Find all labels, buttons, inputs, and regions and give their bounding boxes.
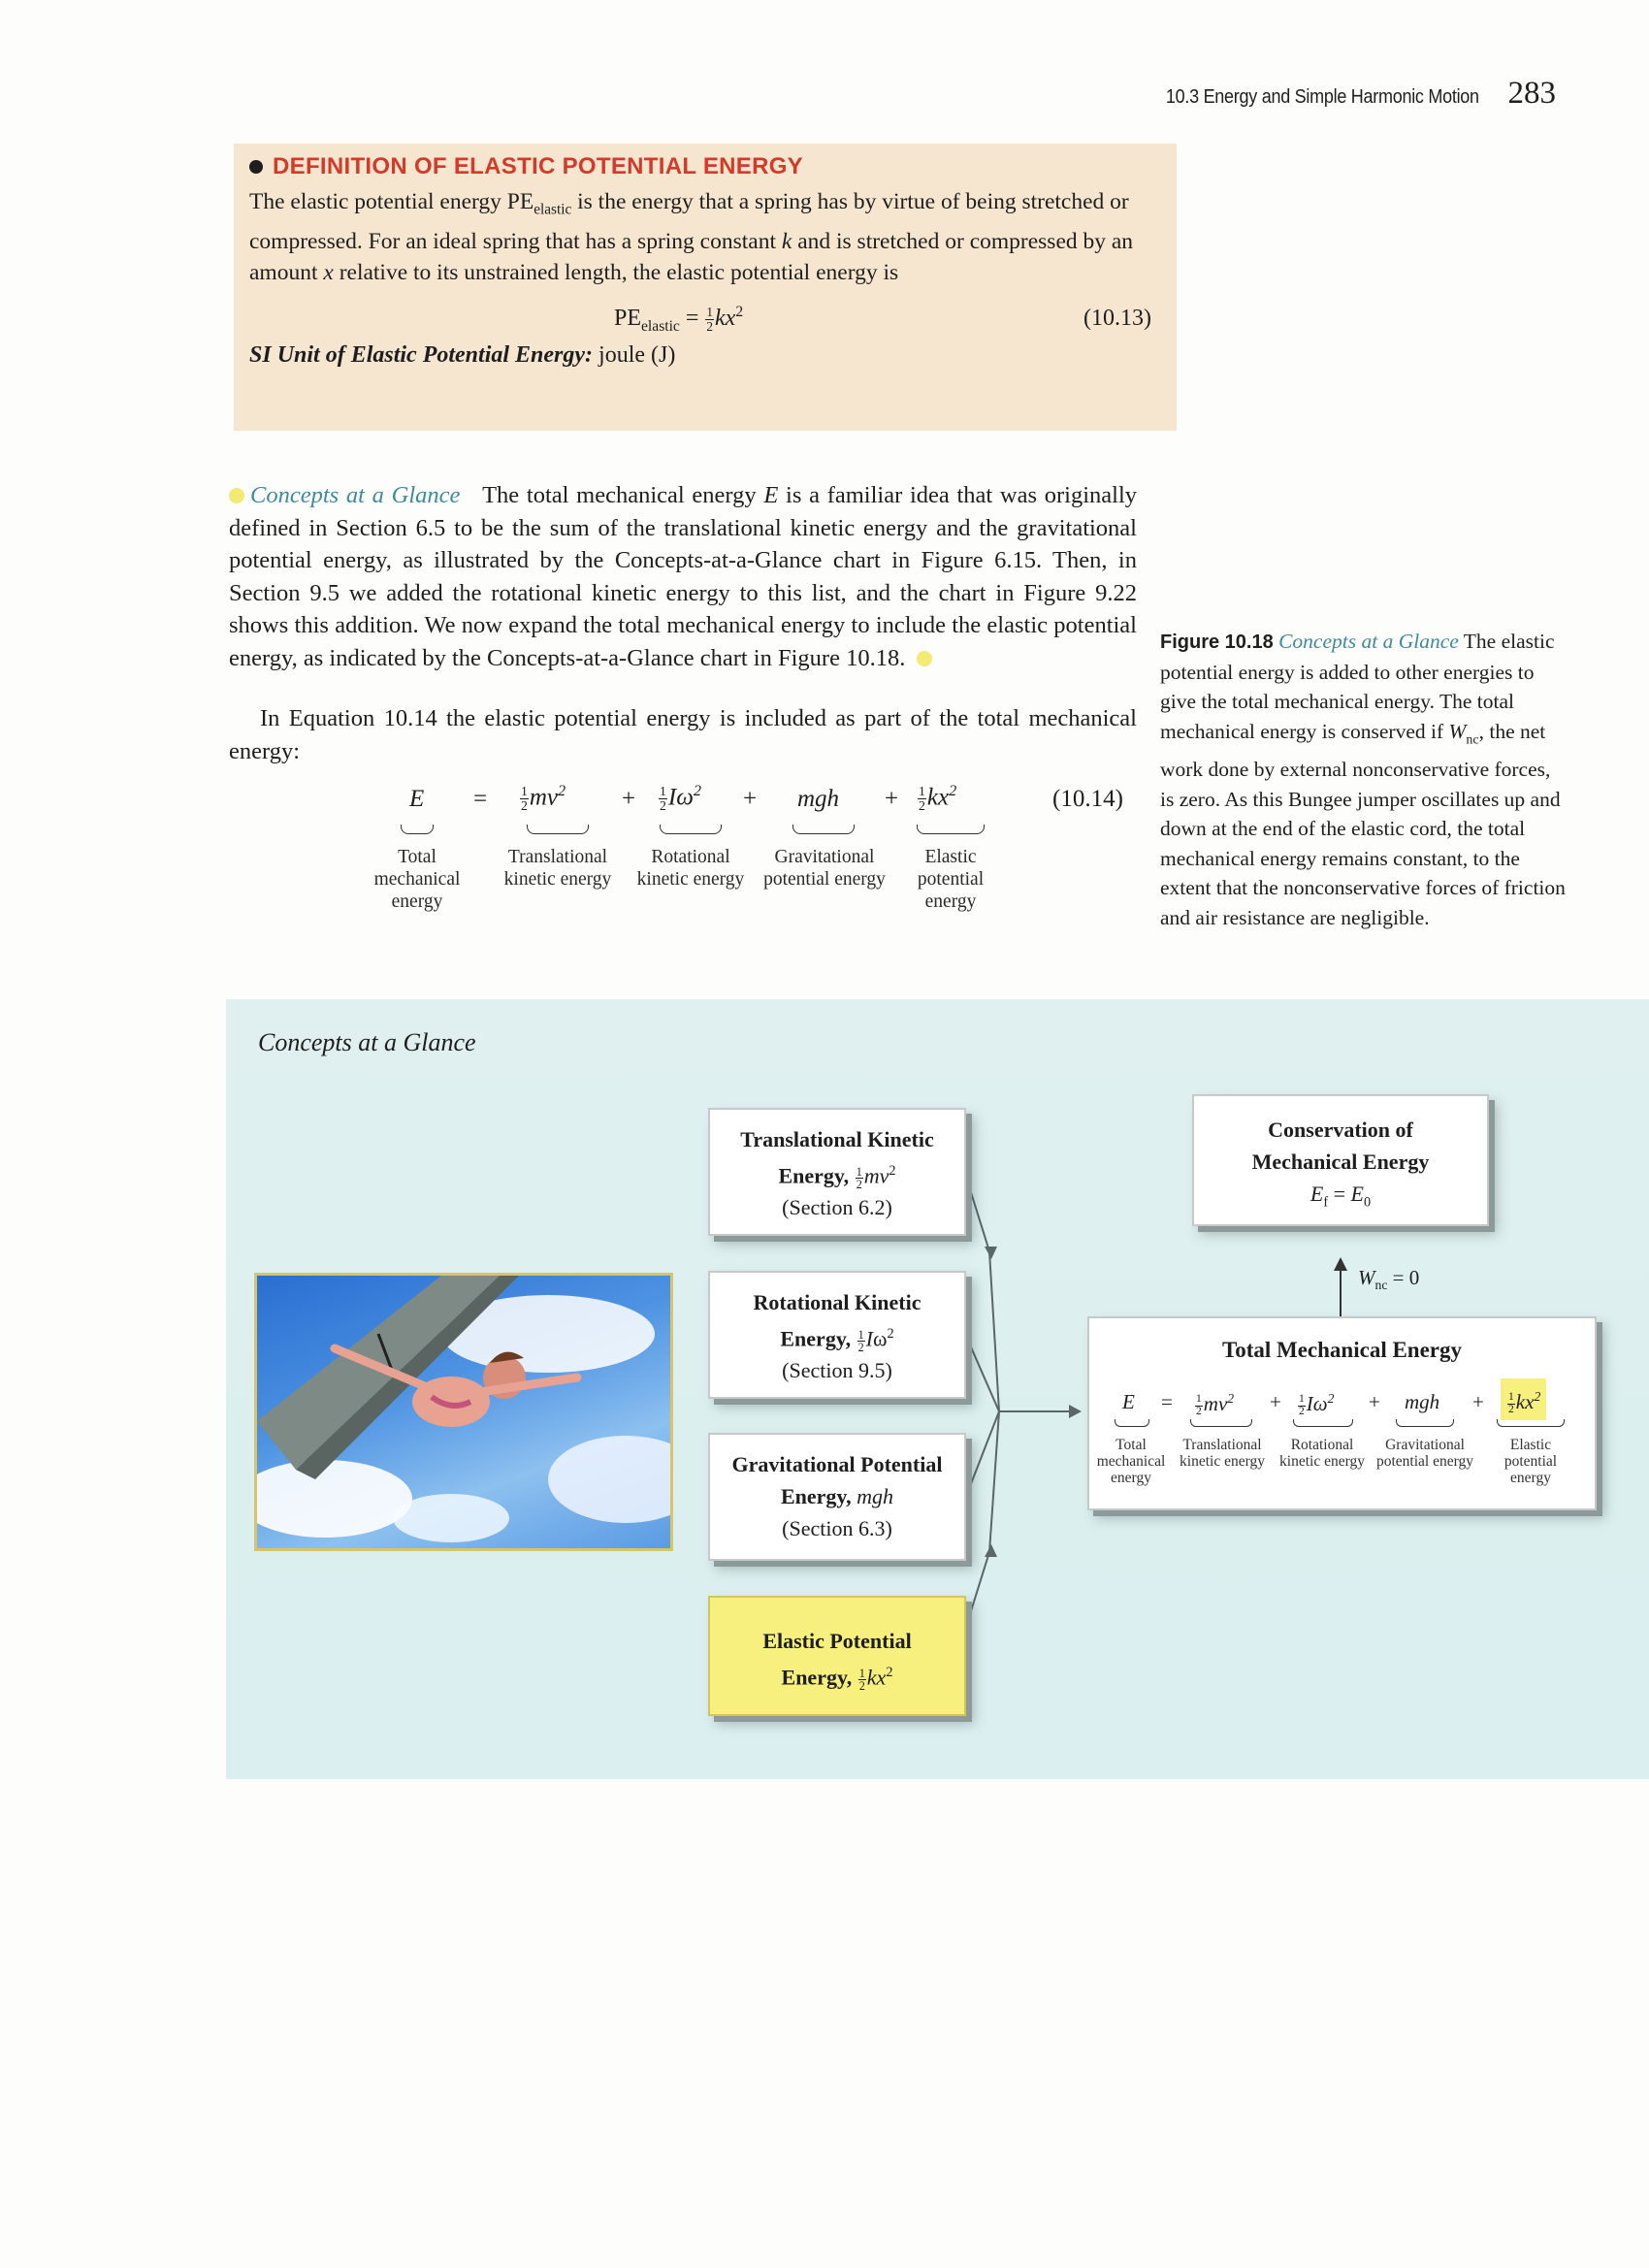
definition-heading-text: DEFINITION OF ELASTIC POTENTIAL ENERGY <box>273 153 803 179</box>
eq-plus-2: + <box>743 786 758 812</box>
paragraph-equation-intro: In Equation 10.14 the elastic potential energy is included as part of the total mechanical energy: <box>229 705 1137 764</box>
eq-number: (10.14) <box>1052 786 1123 812</box>
brace-elastic <box>917 825 985 834</box>
si-unit-value: joule (J) <box>598 341 676 368</box>
tme-label-gravitational: Gravitational potential energy <box>1376 1437 1474 1470</box>
box-rotational-section: (Section 9.5) <box>782 1358 892 1383</box>
equation-10-13 <box>249 294 1161 340</box>
elastic-pe-formula: $PE_{elastic}$ = $\frac{1}{2}$ $kx^2$ <box>614 303 744 335</box>
conservation-equation: E <box>1310 1182 1324 1206</box>
definition-heading <box>249 153 1161 180</box>
gravitational-potential-box: Gravitational Potential Energy, mgh (Section 6.3) <box>708 1433 966 1561</box>
bungee-jumper-photo <box>254 1273 673 1551</box>
concept-panel-title: Concepts at a Glance <box>258 1028 476 1056</box>
translational-kinetic-box: Translational Kinetic Energy, $\frac{1}{2}$ $mv^2$ (Section 6.2) <box>708 1108 966 1236</box>
box-translational-title: Translational Kinetic <box>740 1127 934 1151</box>
label-translational: Translational kinetic energy <box>503 847 612 890</box>
equation-number: (10.13) <box>1083 305 1151 331</box>
brace-gravitational <box>792 825 855 834</box>
tme-equals: = <box>1161 1390 1173 1413</box>
box-gravitational-line2: Energy, <box>780 1484 852 1508</box>
tme-label-elastic: Elastic potential energy <box>1504 1437 1558 1486</box>
label-total: Total mechanical energy <box>373 847 461 912</box>
tme-elastic: $\frac{1}{2}$ $kx^2$ <box>1501 1378 1546 1420</box>
brace-translational <box>527 825 589 834</box>
figure-label: Figure 10.18 <box>1160 632 1274 653</box>
tme-brace-total <box>1115 1419 1149 1427</box>
section-title: 10.3 Energy and Simple Harmonic Motion <box>1165 86 1479 108</box>
label-rotational: Rotational kinetic energy <box>636 847 745 890</box>
box-rotational-line2: Energy, <box>780 1326 852 1351</box>
box-elastic-title: Elastic Potential <box>762 1629 912 1653</box>
brace-total <box>401 825 434 834</box>
eq-translational: $\frac{1}{2}$ $mv^2$ <box>521 782 566 814</box>
wnc-value: = 0 <box>1392 1266 1420 1289</box>
concept-dot-icon <box>229 488 244 503</box>
elastic-potential-box: Elastic Potential Energy, $\frac{1}{2}$ $kx^2$ <box>708 1596 966 1716</box>
box-rotational-title: Rotational Kinetic <box>753 1290 922 1314</box>
tme-rotational: $\frac{1}{2}$ $I\omega^2$ <box>1299 1391 1335 1417</box>
wnc-label: $W_{nc} = 0$ <box>1358 1266 1420 1293</box>
tme-brace-gravitational <box>1396 1419 1454 1427</box>
concepts-lead: Concepts at a Glance <box>250 482 461 508</box>
figure-caption: Figure 10.18 Concepts at a Glance The elastic potential energy is added to other energies to give the total mechanical energy. The total mechanical energy is conserved if $W_{nc}$, the net work done by external nonconservative forces, is zero. As this Bungee jumper oscillates up and down at the end of the elastic cord, the total mechanical energy remains constant, to the extent that the nonconservative forces of friction and air resistance are negligible. <box>1160 630 1566 929</box>
box-translational-line2: Energy, <box>778 1163 850 1188</box>
bungee-photo-graphic <box>257 1276 673 1551</box>
definition-box <box>234 144 1177 431</box>
eq-rotational: $\frac{1}{2}$ $I\omega^2$ <box>660 782 701 814</box>
tme-plus-1: + <box>1270 1390 1281 1413</box>
page-number: 283 <box>1507 76 1556 111</box>
conservation-title-2: Mechanical Energy <box>1251 1150 1430 1174</box>
caption-lead: Concepts at a Glance <box>1278 630 1459 653</box>
tme-plus-2: + <box>1369 1390 1380 1413</box>
total-mechanical-energy-box <box>1087 1316 1597 1510</box>
eq-equals: = <box>473 786 488 812</box>
tme-brace-translational <box>1190 1419 1252 1427</box>
up-arrow-icon <box>1331 1257 1350 1317</box>
tme-brace-elastic <box>1497 1419 1565 1427</box>
tme-title: Total Mechanical Energy <box>1221 1338 1463 1362</box>
conservation-box: Conservation of Mechanical Energy $E_f = E_0$ <box>1192 1094 1489 1226</box>
tme-label-total: Total mechanical energy <box>1096 1437 1166 1486</box>
tme-plus-3: + <box>1472 1390 1484 1413</box>
eq-plus-1: + <box>622 786 636 812</box>
tme-gravitational: mgh <box>1405 1390 1440 1413</box>
si-unit-line <box>249 342 1161 369</box>
tme-label-rotational: Rotational kinetic energy <box>1279 1437 1365 1470</box>
running-head <box>1131 76 1556 112</box>
box-gravitational-title: Gravitational Potential <box>731 1452 943 1476</box>
tme-translational: $\frac{1}{2}$ $mv^2$ <box>1196 1391 1235 1417</box>
label-elastic: Elastic potential energy <box>917 847 985 912</box>
label-gravitational: Gravitational potential energy <box>763 847 886 890</box>
definition-body: The elastic potential energy $PE_{elastic}$ is the energy that a spring has by virtue of being stretched or compressed. For an ideal spring that has a spring constant k and is stretched or compressed by an amount x relative to its unstrained length, the elastic potential energy is <box>249 189 1134 285</box>
box-elastic-line2: Energy, <box>781 1665 853 1690</box>
bullet-icon <box>249 160 263 174</box>
conservation-title-1: Conservation of <box>1268 1118 1413 1142</box>
paragraph-concepts: Concepts at a Glance The total mechanical energy E is a familiar idea that was originally defined in Section 6.5 to be the sum of the translational kinetic energy and the gravitational potential energy, as illustrated by the Concepts-at-a-Glance chart in Figure 6.15. Then, in Section 9.5 we added the rotational kinetic energy to this list, and the chart in Figure 9.22 shows this addition. We now expand the total mechanical energy to include the elastic potential energy, as indicated by the Concepts-at-a-Glance chart in Figure 10.18. <box>229 482 1137 671</box>
tme-brace-rotational <box>1293 1419 1353 1427</box>
concept-dot-end-icon <box>917 651 932 666</box>
box-translational-section: (Section 6.2) <box>782 1195 892 1220</box>
eq-E: E <box>409 786 425 812</box>
arrow-head-icon <box>1069 1405 1082 1418</box>
rotational-kinetic-box: Rotational Kinetic Energy, $\frac{1}{2}$ $I\omega^2$ (Section 9.5) <box>708 1271 966 1399</box>
eq-elastic: $\frac{1}{2}$ $kx^2$ <box>919 782 957 814</box>
tme-label-translational: Translational kinetic energy <box>1180 1437 1265 1470</box>
brace-rotational <box>660 825 722 834</box>
si-unit-label: SI Unit of Elastic Potential Energy: <box>249 341 594 368</box>
eq-gravitational: mgh <box>797 786 840 812</box>
tme-E: E <box>1122 1390 1135 1413</box>
box-gravitational-section: (Section 6.3) <box>782 1516 892 1540</box>
eq-plus-3: + <box>885 786 899 812</box>
